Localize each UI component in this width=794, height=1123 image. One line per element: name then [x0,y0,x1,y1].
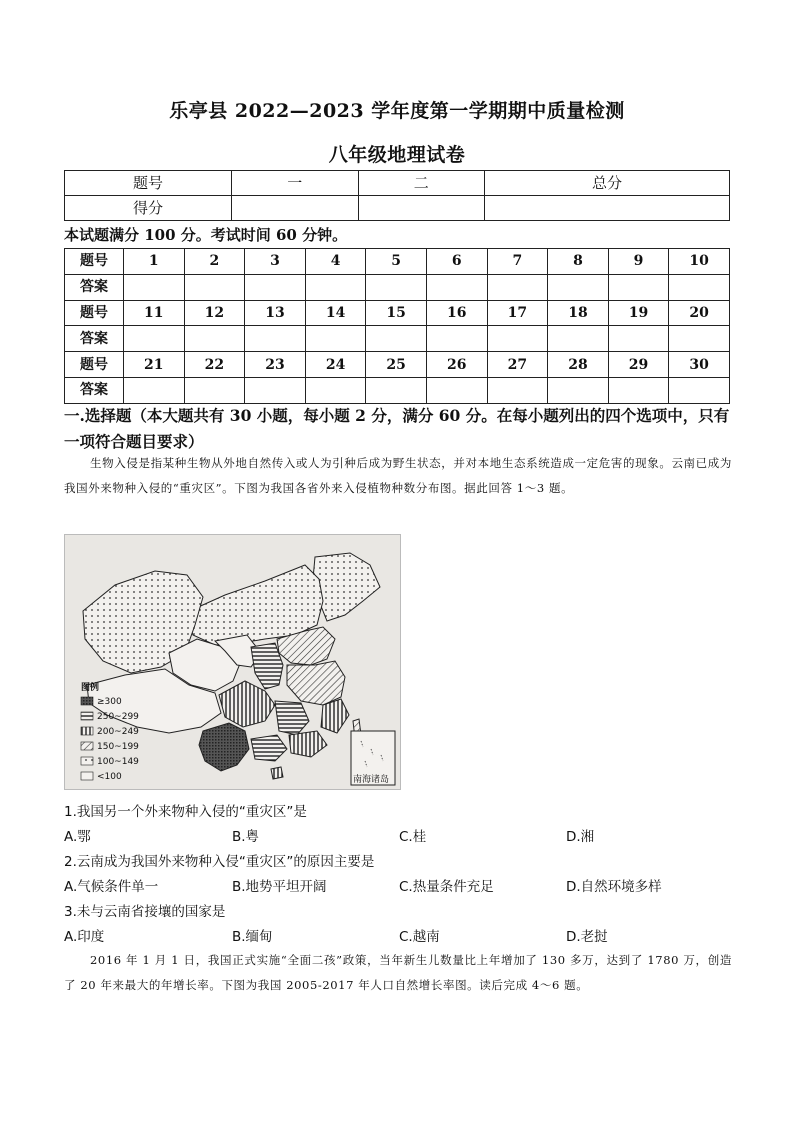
question-number-cell: 21 [124,352,185,378]
question-number-cell: 30 [669,352,730,378]
score-input-cell[interactable] [358,196,485,221]
option-d[interactable]: D.自然环境多样 [566,879,662,895]
question-number-cell: 5 [366,249,427,275]
answer-label: 答案 [65,274,124,300]
answer-input-cell[interactable] [366,274,427,300]
question-number-cell: 18 [548,300,609,326]
answer-input-cell[interactable] [669,377,730,403]
question-stem: 3.未与云南省接壤的国家是 [64,904,226,920]
answer-input-cell[interactable] [426,377,487,403]
answer-input-cell[interactable] [124,377,185,403]
option-d[interactable]: D.湘 [566,829,595,845]
option-c[interactable]: C.桂 [399,829,427,845]
map-region-guangxi [251,735,287,761]
exam-subtitle: 八年级地理试卷 [328,144,466,166]
answer-input-cell[interactable] [366,326,427,352]
question-number-cell: 19 [608,300,669,326]
answer-input-cell[interactable] [245,274,306,300]
question-number-cell: 25 [366,352,427,378]
china-invasive-species-map [64,534,401,790]
answer-input-cell[interactable] [245,326,306,352]
intro-paragraph-2: 2016 年 1 月 1 日，我国正式实施“全面二孩”政策，当年新生儿数量比上年增加了 130 多万，达到了 1780 万，创造了 20 年来最大的年增长率。下图为我国 2005-2017 年人口自然增长率图。读后完成 4～6 题。 [64,953,732,992]
question-number-cell: 7 [487,249,548,275]
legend-item: 250~299 [97,712,139,722]
answer-input-cell[interactable] [366,377,427,403]
question-number-cell: 4 [305,249,366,275]
question-number-cell: 12 [184,300,245,326]
legend-item: <100 [97,772,122,782]
answer-input-cell[interactable] [124,326,185,352]
legend-title: 图例 [81,683,100,693]
question-number-cell: 16 [426,300,487,326]
answer-input-cell[interactable] [608,274,669,300]
legend-item: 200~249 [97,727,139,737]
question-number-label: 题号 [65,352,124,378]
question-number-cell: 20 [669,300,730,326]
question-number-cell: 11 [124,300,185,326]
answer-input-cell[interactable] [124,274,185,300]
question-number-cell: 8 [548,249,609,275]
answer-input-cell[interactable] [184,274,245,300]
exam-note: 本试题满分 100 分。考试时间 60 分钟。 [64,226,348,244]
answer-input-cell[interactable] [608,377,669,403]
answer-input-cell[interactable] [487,377,548,403]
map-region-fujian [321,699,349,733]
question-number-cell: 1 [124,249,185,275]
map-region-guangdong [289,731,327,757]
question-number-cell: 17 [487,300,548,326]
question-number-cell: 14 [305,300,366,326]
answer-input-cell[interactable] [305,326,366,352]
intro-paragraph: 生物入侵是指某种生物从外地自然传入或人为引种后成为野生状态，并对本地生态系统造成一定危害的现象。云南已成为我国外来物种入侵的“重灾区”。下图为我国各省外来入侵植物种数分布图。据此回答 1～3 题。 [64,456,732,495]
option-b[interactable]: B.地势平坦开阔 [232,879,327,895]
option-b[interactable]: B.粤 [232,829,260,845]
score-table [64,170,730,221]
map-region-hainan [271,767,283,779]
score-header-cell: 题号 [65,171,232,196]
score-header-cell: 一 [232,171,359,196]
answer-input-cell[interactable] [669,326,730,352]
answer-input-cell[interactable] [426,274,487,300]
answer-input-cell[interactable] [184,326,245,352]
score-header-cell: 二 [358,171,485,196]
exam-title: 乐亭县 2022—2023 学年度第一学期期中质量检测 [169,100,625,122]
option-a[interactable]: A.气候条件单一 [64,879,159,895]
score-header-cell: 总分 [485,171,730,196]
map-region-hunan [275,701,309,735]
option-b[interactable]: B.缅甸 [232,929,273,945]
legend-item: 100~149 [97,757,139,767]
answer-input-cell[interactable] [305,377,366,403]
legend-item: ≥300 [97,697,122,707]
question-number-label: 题号 [65,249,124,275]
option-c[interactable]: C.热量条件充足 [399,879,494,895]
answer-input-cell[interactable] [184,377,245,403]
question-number-cell: 9 [608,249,669,275]
answer-input-cell[interactable] [487,326,548,352]
answer-input-cell[interactable] [548,377,609,403]
question-number-cell: 22 [184,352,245,378]
question-number-cell: 2 [184,249,245,275]
question-number-cell: 13 [245,300,306,326]
question-number-cell: 6 [426,249,487,275]
answer-input-cell[interactable] [305,274,366,300]
question-number-cell: 23 [245,352,306,378]
option-a[interactable]: A.鄂 [64,829,91,845]
question-number-cell: 29 [608,352,669,378]
answer-input-cell[interactable] [608,326,669,352]
question-number-cell: 3 [245,249,306,275]
question-number-label: 题号 [65,300,124,326]
question-number-cell: 28 [548,352,609,378]
map-region-northeast [313,553,380,621]
answer-input-cell[interactable] [548,326,609,352]
question-number-cell: 26 [426,352,487,378]
question-stem: 2.云南成为我国外来物种入侵“重灾区”的原因主要是 [64,854,375,870]
answer-input-cell[interactable] [548,274,609,300]
legend-item: 150~199 [97,742,139,752]
score-input-cell[interactable] [485,196,730,221]
question-stem: 1.我国另一个外来物种入侵的“重灾区”是 [64,804,307,820]
answer-input-cell[interactable] [487,274,548,300]
inset-label: 南海诸岛 [353,775,390,785]
score-input-cell[interactable] [232,196,359,221]
map-region-central-east [287,661,345,705]
question-number-cell: 24 [305,352,366,378]
option-a[interactable]: A.印度 [64,929,105,945]
score-row-label: 得分 [65,196,232,221]
option-d[interactable]: D.老挝 [566,929,608,945]
question-number-cell: 15 [366,300,427,326]
map-region-yunnan [199,723,249,771]
map-svg [65,535,400,789]
option-c[interactable]: C.越南 [399,929,440,945]
question-number-cell: 27 [487,352,548,378]
answer-input-cell[interactable] [669,274,730,300]
section-heading: 一.选择题（本大题共有 30 小题，每小题 2 分，满分 60 分。在每小题列出的四个选项中，只有一项符合题目要求） [64,406,730,451]
answer-table [64,248,730,404]
answer-input-cell[interactable] [426,326,487,352]
answer-label: 答案 [65,326,124,352]
question-number-cell: 10 [669,249,730,275]
answer-label: 答案 [65,377,124,403]
answer-input-cell[interactable] [245,377,306,403]
